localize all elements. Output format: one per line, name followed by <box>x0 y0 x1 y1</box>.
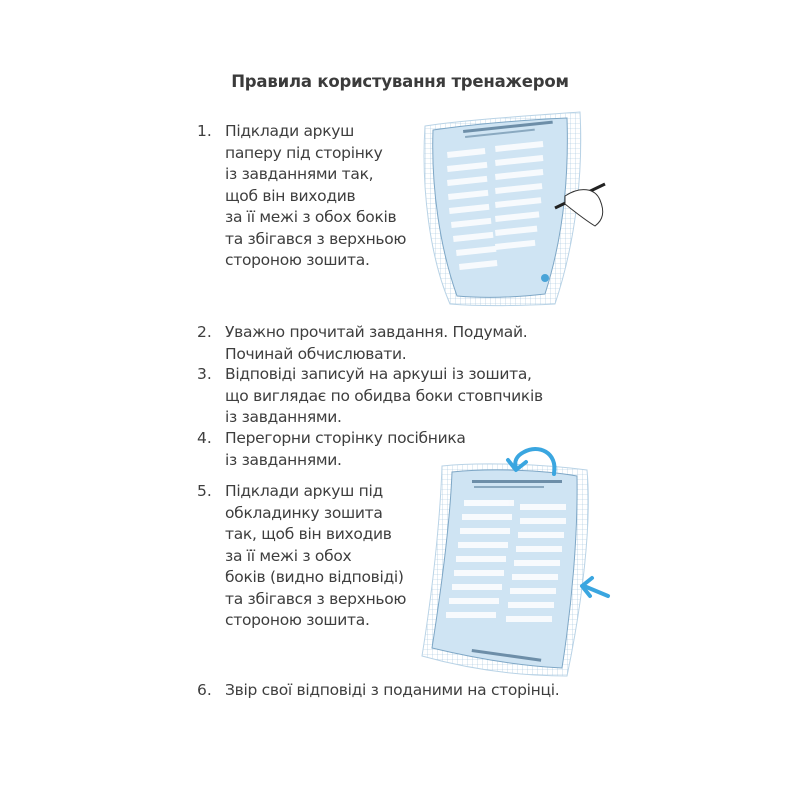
rule-line: із завданнями. <box>225 408 342 426</box>
rule-line: Звір свої відповіді з поданими на сторінці. <box>225 681 560 699</box>
rule-line: та збігався з верхньою <box>225 589 407 608</box>
rule-item-2 <box>197 322 527 365</box>
rule-line: боків (видно відповіді) <box>225 568 404 586</box>
page-title: Правила користування тренажером <box>231 72 569 91</box>
rule-line: щоб він виходив <box>225 186 356 205</box>
rule-number: 4. <box>197 429 212 447</box>
rule-line: стороною зошита. <box>225 251 370 269</box>
rule-line: Починай обчислювати. <box>225 344 407 363</box>
rule-item-6 <box>197 680 559 702</box>
rule-line: Підклади аркуш під <box>225 482 383 500</box>
rule-line: так, щоб він виходив <box>225 525 392 543</box>
rule-number: 3. <box>197 365 212 383</box>
rule-line: стороною зошита. <box>225 611 370 629</box>
worksheet-with-arrows-icon <box>412 444 612 680</box>
rule-number: 1. <box>197 122 212 140</box>
rule-line: паперу під сторінку <box>225 143 383 162</box>
pointer-arrow-icon <box>582 578 608 596</box>
rule-number: 6. <box>197 681 212 699</box>
rule-line: Відповіді записуй на аркуші із зошита, <box>225 365 532 383</box>
rule-line: Підклади аркуш <box>225 122 355 140</box>
rule-line: із завданнями так, <box>225 165 374 183</box>
rule-number: 5. <box>197 482 212 500</box>
rule-line: за її межі з обох боків <box>225 208 397 226</box>
rule-line: та збігався з верхньою <box>225 229 407 248</box>
rule-item-3 <box>197 364 543 429</box>
rule-item-1 <box>197 121 406 272</box>
rule-item-5 <box>197 481 406 632</box>
rule-number: 2. <box>197 323 212 341</box>
answer-page <box>432 470 577 668</box>
rule-line: що виглядає по обидва боки стовпчиків <box>225 386 543 405</box>
rule-line: Уважно прочитай завдання. Подумай. <box>225 323 528 341</box>
worksheet-with-pen-icon <box>405 108 615 308</box>
rule-line: обкладинку зошита <box>225 503 383 522</box>
rule-line: за її межі з обох <box>225 546 352 565</box>
rule-line: Перегорни сторінку посібника <box>225 429 466 447</box>
rule-line: із завданнями. <box>225 450 342 469</box>
